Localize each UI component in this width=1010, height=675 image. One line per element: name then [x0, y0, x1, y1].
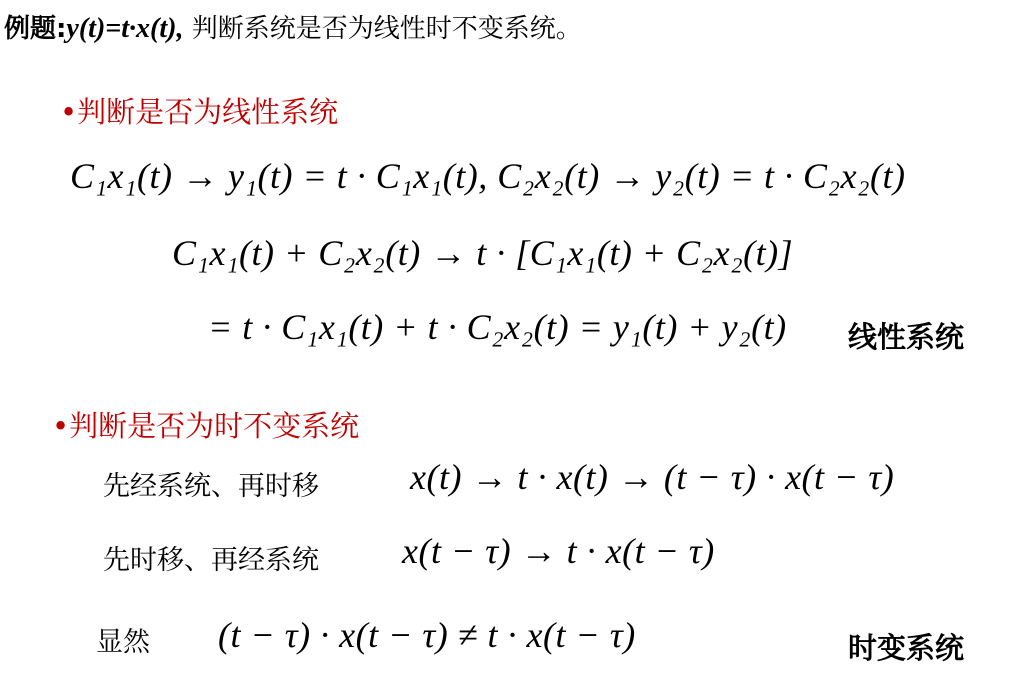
problem-question: 判断系统是否为线性时不变系统。 [183, 14, 582, 44]
case-1-label: 先经系统、再时移 [103, 471, 319, 502]
case-1-math: x(t) → t · x(t) → (t − τ) · x(t − τ) [410, 457, 895, 497]
conclusion-label: 显然 [96, 627, 150, 658]
problem-colon: : [56, 14, 67, 44]
conclusion-math: (t − τ) · x(t − τ) ≠ t · x(t − τ) [218, 615, 636, 655]
case-2-label: 先时移、再经系统 [103, 545, 319, 576]
time-variant-verdict: 时变系统 [848, 631, 965, 665]
system-equation: y(t)=t·x(t), [66, 13, 184, 44]
time-invariance-heading: •判断是否为时不变系统 [52, 409, 360, 443]
linear-verdict: 线性系统 [848, 320, 965, 354]
problem-statement [4, 8, 582, 45]
case-2-math: x(t − τ) → t · x(t − τ) [402, 531, 715, 571]
linearity-line-1: C₁x₁(t) → y₁(t) = t · C₁x₁(t), C₂x₂(t) → y₂(t) = t · C₂x₂(t) [70, 156, 906, 196]
linearity-line-2: C₁x₁(t) + C₂x₂(t) → t · [C₁x₁(t) + C₂x₂(t)] [172, 233, 794, 273]
problem-label: 例题 [4, 14, 57, 44]
linearity-line-3: = t · C₁x₁(t) + t · C₂x₂(t) = y₁(t) + y₂(t) [208, 307, 787, 347]
linearity-heading: •判断是否为线性系统 [60, 95, 339, 129]
